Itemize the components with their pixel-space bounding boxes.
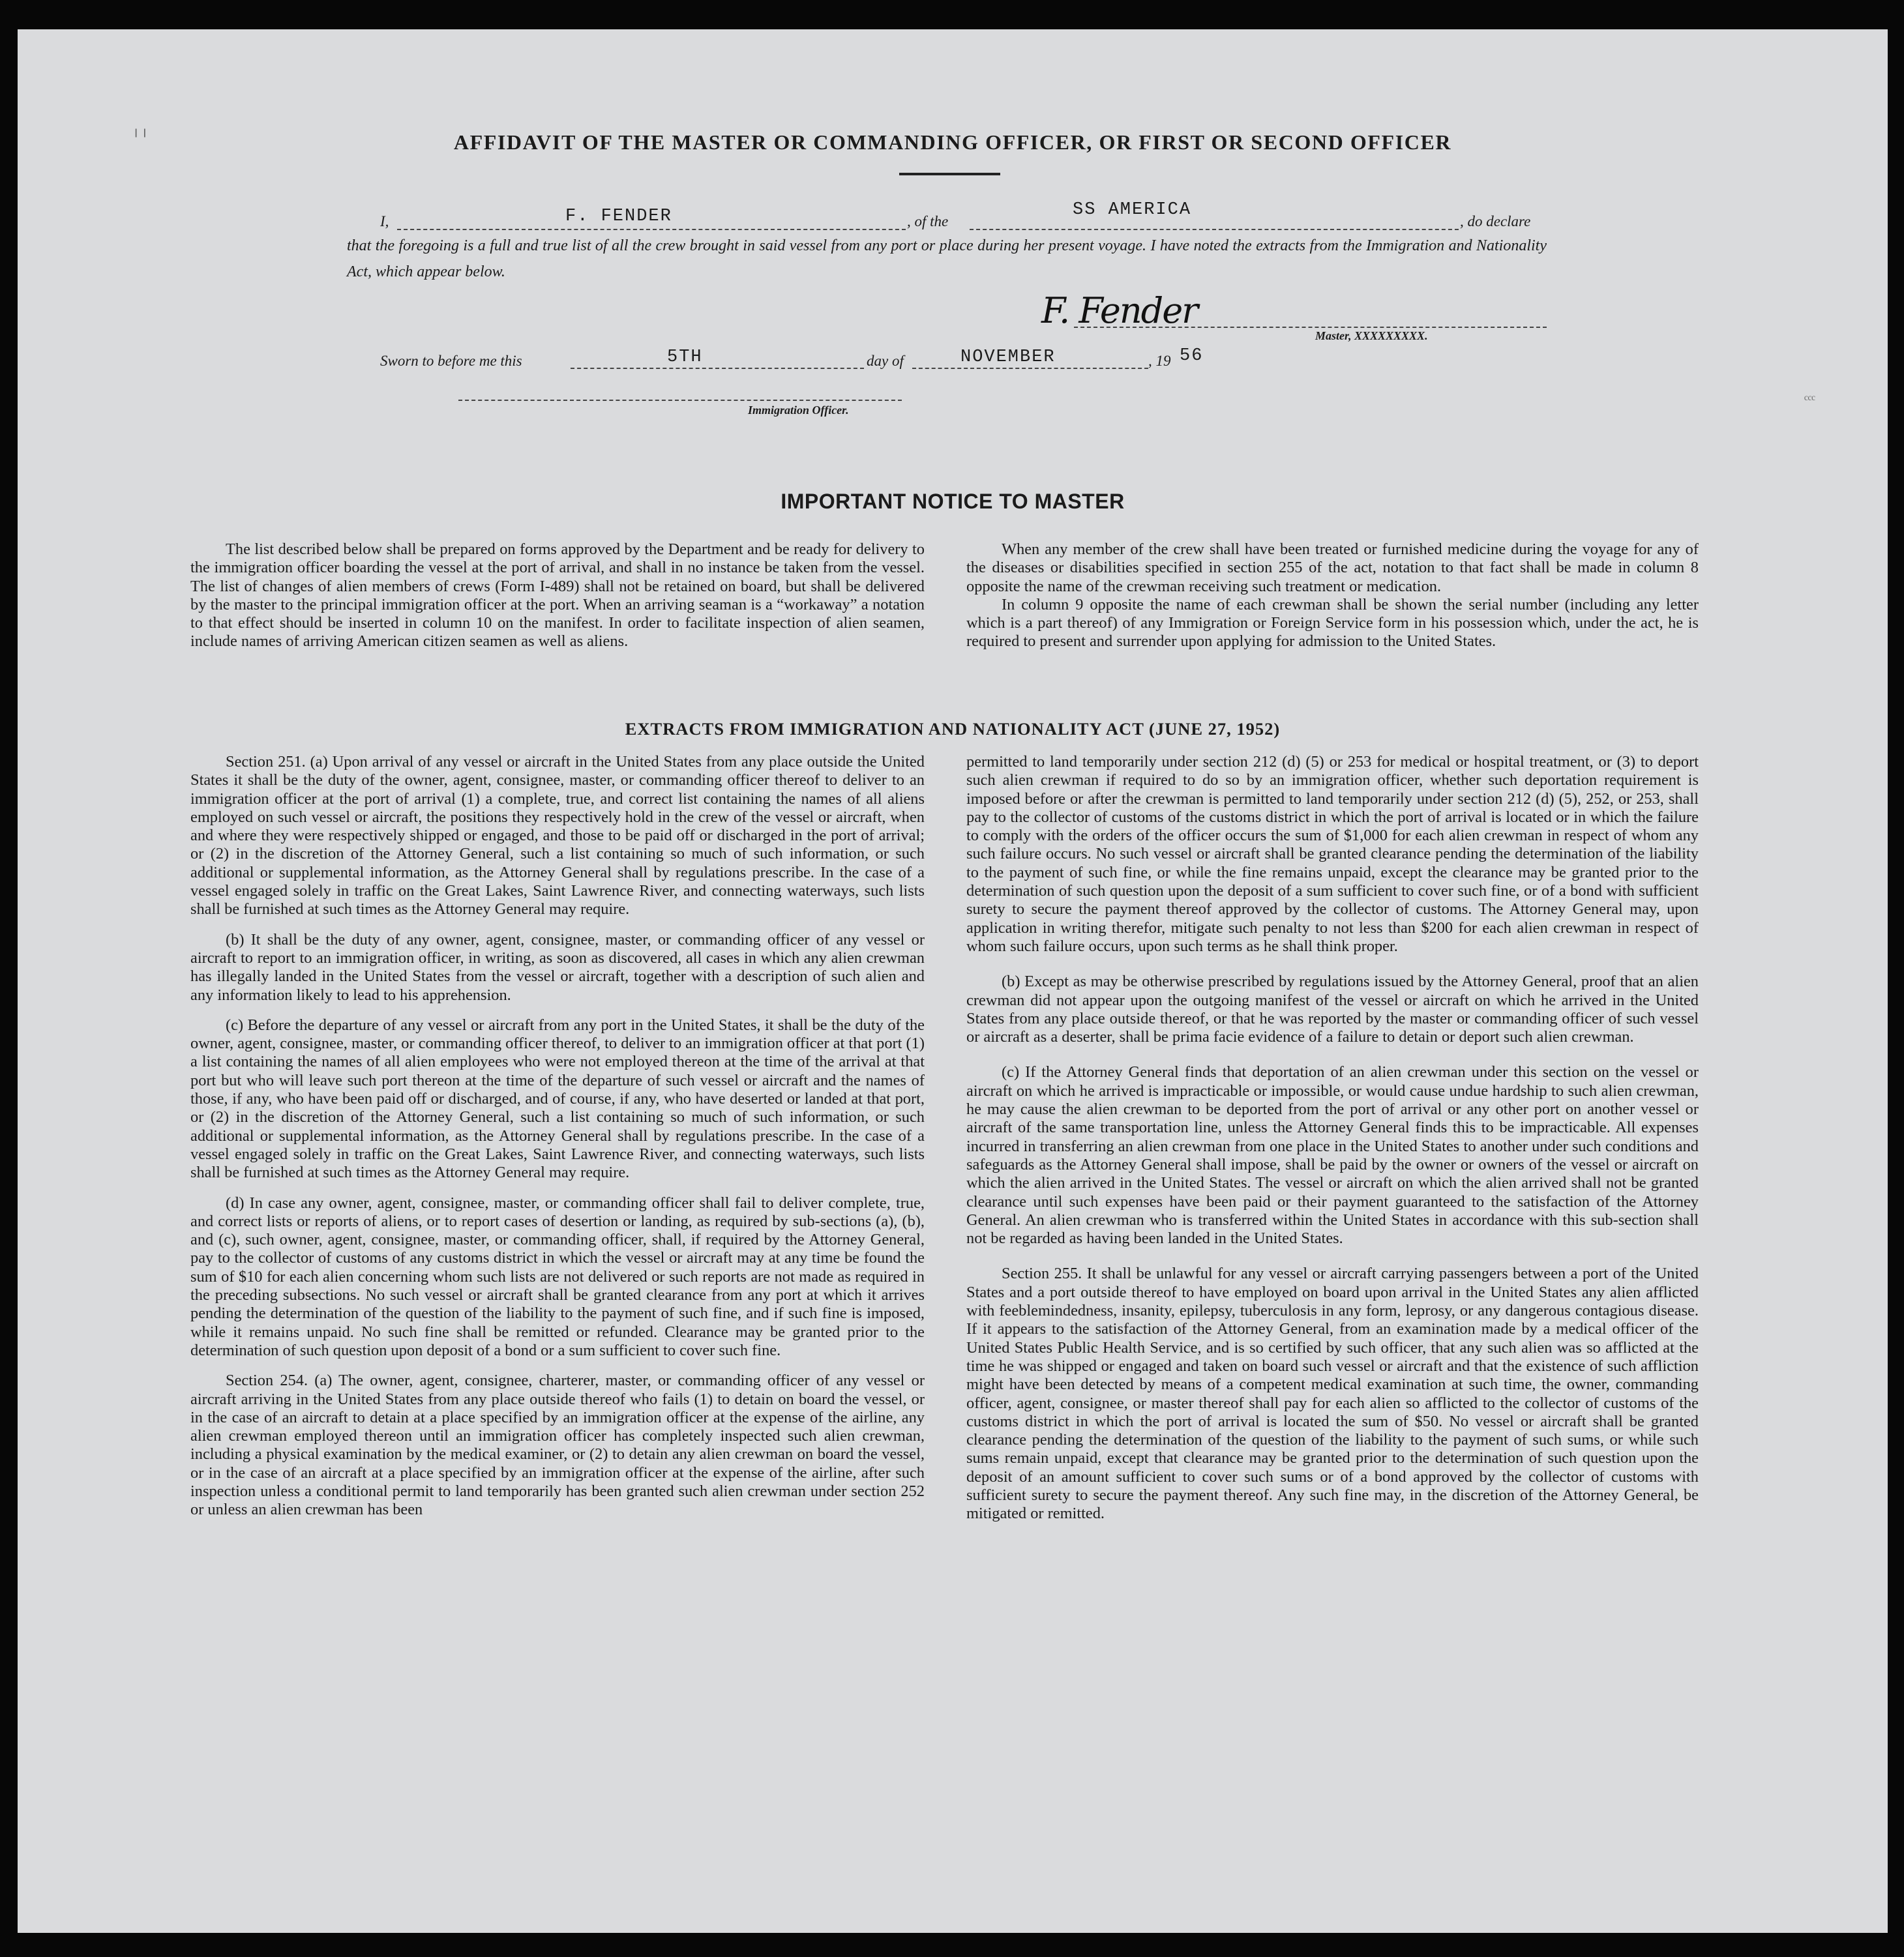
section-255: Section 255. It shall be unlawful for any vessel or aircraft carrying passengers between a port of the United States and a port outside thereof to have employed on board upon arrival in the United States any alien afflicted with feeblemindedness, insanity, epilepsy, tuberculosis in any form, leprosy, or any dangerous contagious disease. If it appears to the satisfaction of the Attorney General, from an examination made by a medical officer of the United States Public Health Service, and is so certified by such officer, that any such alien was so afflicted at the time he was shipped or engaged and taken on board such vessel or aircraft and that the existence of such affliction might have been detected by means of a competent medical examination at such time, the owner, commanding officer, agent, consignee, or master thereof shall pay for each alien so afflicted to the collector of customs of the customs district in which the port of arrival is located the sum of $50. No vessel or aircraft shall be granted clearance pending the determination of the question of the liability to the payment of such sums, or while such sums remain unpaid, except that clearance may be granted prior to the determination of such question upon the deposit of an amount sufficient to cover such sums or of a bond approved by the collector of customs with sufficient surety to secure the payment thereof. Any such fine may, in the discretion of the Attorney General, be mitigated or remitted. bbox=[966, 1265, 1699, 1523]
extracts-title: EXTRACTS FROM IMMIGRATION AND NATIONALITY ACT (JUNE 27, 1952) bbox=[625, 719, 1281, 739]
month-value: NOVEMBER bbox=[960, 347, 1056, 367]
declaration-text: that the foregoing is a full and true list of all the crew brought in said vessel from any port or place during her present voyage. I have noted the extracts from the Immigration and Nationality Act, which appear below. bbox=[347, 237, 1547, 280]
day-line bbox=[571, 368, 864, 369]
officer-name: F. FENDER bbox=[565, 207, 672, 226]
section-254-b: (b) Except as may be otherwise prescribed by regulations issued by the Attorney General, proof that an alien crewman did not appear upon the outgoing manifest of the vessel or aircraft on which he arrived in the United States from any place outside thereof, or that he was reported by the master or commanding officer of such vessel or aircraft as a deserter, shall be prima facie evidence of a failure to detain or deport such alien crewman. bbox=[966, 973, 1699, 1046]
of-the-label: , of the bbox=[907, 213, 949, 229]
extracts-right-column bbox=[966, 753, 1699, 1523]
immigration-officer-label: Immigration Officer. bbox=[748, 404, 849, 417]
section-251-d: (d) In case any owner, agent, consignee, master, or commanding officer shall fail to deliver complete, true, and correct lists or reports of aliens, or to report cases of desertion or landing, as required by sub-sections (a), (b), and (c), such owner, agent, consignee, master, or commanding officer, shall, if required by the Attorney General, pay to the collector of customs of any customs district in which the vessel or aircraft may at any time be found the sum of $10 for each alien concerning whom such lists are not delivered or such reports are not made as required in the preceding subsections. No such vessel or aircraft shall be granted clearance from any port at which it arrives pending the determination of the question of the liability to the payment of such fine, and if such fine is imposed, while it remains unpaid. No such fine shall be remitted or refunded. Clearance may be granted prior to the determination of such question upon deposit of a bond or a sum sufficient to cover such fine. bbox=[190, 1194, 925, 1359]
section-251-c: (c) Before the departure of any vessel or aircraft from any port in the United States, it shall be the duty of the owner, agent, consignee, master, or commanding officer thereof, to deliver to an immigration officer at that port (1) a list containing the names of all alien employees who were not employed thereon at the time of the arrival at that port but who will leave such port thereon at the time of the departure of such vessel or aircraft and the names of those, if any, who have been paid off or discharged, and of course, if any, who have deserted or landed at that port, or (2) in the discretion of the Attorney General, such a list containing so much of such information, or such additional or supplemental information, as the Attorney General shall by regulations prescribe. In the case of a vessel engaged solely in traffic on the Great Lakes, Saint Lawrence River, and connecting waterways, such lists shall be furnished at such times as the Attorney General may require. bbox=[190, 1016, 925, 1182]
signature-line bbox=[1074, 327, 1547, 328]
section-254-a: Section 254. (a) The owner, agent, consignee, charterer, master, or commanding officer of any vessel or aircraft arriving in the United States from any place outside thereof who fails (1) to detain on board the vessel, or in the case of an aircraft to detain at a place specified by an immigration officer at the expense of the airline, any alien crewman employed thereon until an immigration officer has completely inspected such alien crewman, including a physical examination by the medical examiner, or (2) to detain any alien crewman on board the vessel, or in the case of an aircraft at a place specified by an immigration officer at the expense of the airline, after such inspection unless a conditional permit to land temporarily has been granted such alien crewman under section 252 or unless an alien crewman has been bbox=[190, 1372, 925, 1519]
margin-mark: ᶜᶜᶜ bbox=[1804, 391, 1815, 407]
year-value: 56 bbox=[1180, 346, 1204, 366]
month-line bbox=[912, 368, 1148, 369]
title-rule bbox=[899, 173, 1000, 175]
notice-right-paragraph-2: In column 9 opposite the name of each crewman shall be shown the serial number (including any letter which is a part thereof) of any Immigration or Foreign Service form in his possession which, under the act, he is required to present and surrender upon applying for admission to the United States. bbox=[966, 595, 1699, 651]
notice-left-column bbox=[190, 540, 925, 651]
do-declare-label: , do declare bbox=[1460, 213, 1531, 229]
notice-title: IMPORTANT NOTICE TO MASTER bbox=[781, 490, 1125, 513]
year-prefix: , 19 bbox=[1148, 353, 1171, 369]
extracts-left-column bbox=[190, 753, 925, 1520]
section-254-c: (c) If the Attorney General finds that deportation of an alien crewman under this section on the vessel or aircraft on which he arrived is impracticable or impossible, or would cause undue hardship to such alien crewman, he may cause the alien crewman to be deported from the port of arrival or any other port on another vessel or aircraft of the same transportation line, unless the Attorney General finds this to be impracticable. All expenses incurred in transferring an alien crewman from one place in the United States to another under such conditions and safeguards as the Attorney General shall impose, shall be paid by the owner or owners of the vessel or aircraft on which the alien arrived in the United States. The vessel or aircraft on which the alien arrived shall not be granted clearance until such expenses have been paid or their payment guaranteed to the satisfaction of the Attorney General. An alien crewman who is transferred within the United States in accordance with this sub-section shall not be regarded as having been landed in the United States. bbox=[966, 1063, 1699, 1248]
margin-mark: ╷╷ bbox=[132, 121, 149, 137]
immigration-officer-line bbox=[458, 400, 902, 401]
notice-right-column bbox=[966, 540, 1699, 651]
vessel-name-line bbox=[970, 229, 1459, 230]
i-label: I, bbox=[380, 213, 389, 229]
master-title-label: Master, XXXXXXXXX. bbox=[1315, 329, 1428, 342]
officer-name-line bbox=[397, 229, 906, 230]
document-page bbox=[18, 29, 1888, 1933]
section-251-a: Section 251. (a) Upon arrival of any vessel or aircraft in the United States from any place outside the United States it shall be the duty of the owner, agent, consignee, master, or commanding officer thereof to deliver to an immigration officer at the port of arrival (1) a complete, true, and correct list containing the names of all aliens employed on such vessel or aircraft, the positions they respectively hold in the crew of the vessel or aircraft, when and where they were respectively shipped or engaged, and those to be paid off or discharged in the port of arrival; or (2) in the discretion of the Attorney General, such a list containing so much of such information, or such additional or supplemental information, as the Attorney General shall by regulations prescribe. In the case of a vessel engaged solely in traffic on the Great Lakes, Saint Lawrence River, and connecting waterways, such lists shall be furnished at such times as the Attorney General may require. bbox=[190, 753, 925, 919]
notice-right-paragraph-1: When any member of the crew shall have been treated or furnished medicine during the voyage for any of the diseases or disabilities specified in section 255 of the act, notation to that fact shall be made in column 8 opposite the name of the crewman receiving such treatment or medication. bbox=[966, 540, 1699, 595]
section-254-a-continued: permitted to land temporarily under section 212 (d) (5) or 253 for medical or hospital treatment, or (3) to deport such alien crewman if required to do so by an immigration officer, whether such deportation requirement is imposed before or after the crewman is permitted to land temporarily under section 212 (d) (5), 252, or 253, shall pay to the collector of customs of the customs district in which the port of arrival is located or in which the failure to comply with the orders of the officer occurs the sum of $1,000 for each alien crewman in respect of whom any such failure occurs. No such vessel or aircraft shall be granted clearance pending the determination of the liability to the payment of such fine, or while the fine remains unpaid, except the clearance may be granted prior to the determination of such question upon the deposit of a sum sufficient to cover such fine, or of a bond with sufficient surety to secure the payment thereof approved by the collector of customs. The Attorney General may, upon application in writing therefor, mitigate such penalty to not less than $200 for each alien crewman in respect of whom such failure occurs, upon such terms as he shall think proper. bbox=[966, 753, 1699, 955]
vessel-name: SS AMERICA bbox=[1073, 200, 1192, 220]
notice-left-paragraph: The list described below shall be prepared on forms approved by the Department and be ready for delivery to the immigration officer boarding the vessel at the port of arrival, and shall in no instance be taken from the vessel. The list of changes of alien members of crews (Form I-489) shall not be retained on board, but shall be delivered by the master to the principal immigration officer at the port. When an arriving seaman is a “workaway” a notation to that effect should be inserted in column 10 on the manifest. In order to facilitate inspection of alien seamen, include names of arriving American citizen seamen as well as aliens. bbox=[190, 540, 925, 651]
section-251-b: (b) It shall be the duty of any owner, agent, consignee, master, or commanding officer of any vessel or aircraft to report to an immigration officer, in writing, as soon as discovered, all cases in which any alien crewman has illegally landed in the United States from the vessel or aircraft, together with a description of such alien and any information likely to lead to his apprehension. bbox=[190, 930, 925, 1004]
affidavit-title: AFFIDAVIT OF THE MASTER OR COMMANDING OFFICER, OR FIRST OR SECOND OFFICER bbox=[453, 130, 1452, 154]
day-of-label: day of bbox=[867, 353, 904, 369]
day-value: 5TH bbox=[667, 347, 703, 367]
master-signature: F. Fender bbox=[1041, 290, 1197, 331]
sworn-label: Sworn to before me this bbox=[380, 353, 522, 369]
